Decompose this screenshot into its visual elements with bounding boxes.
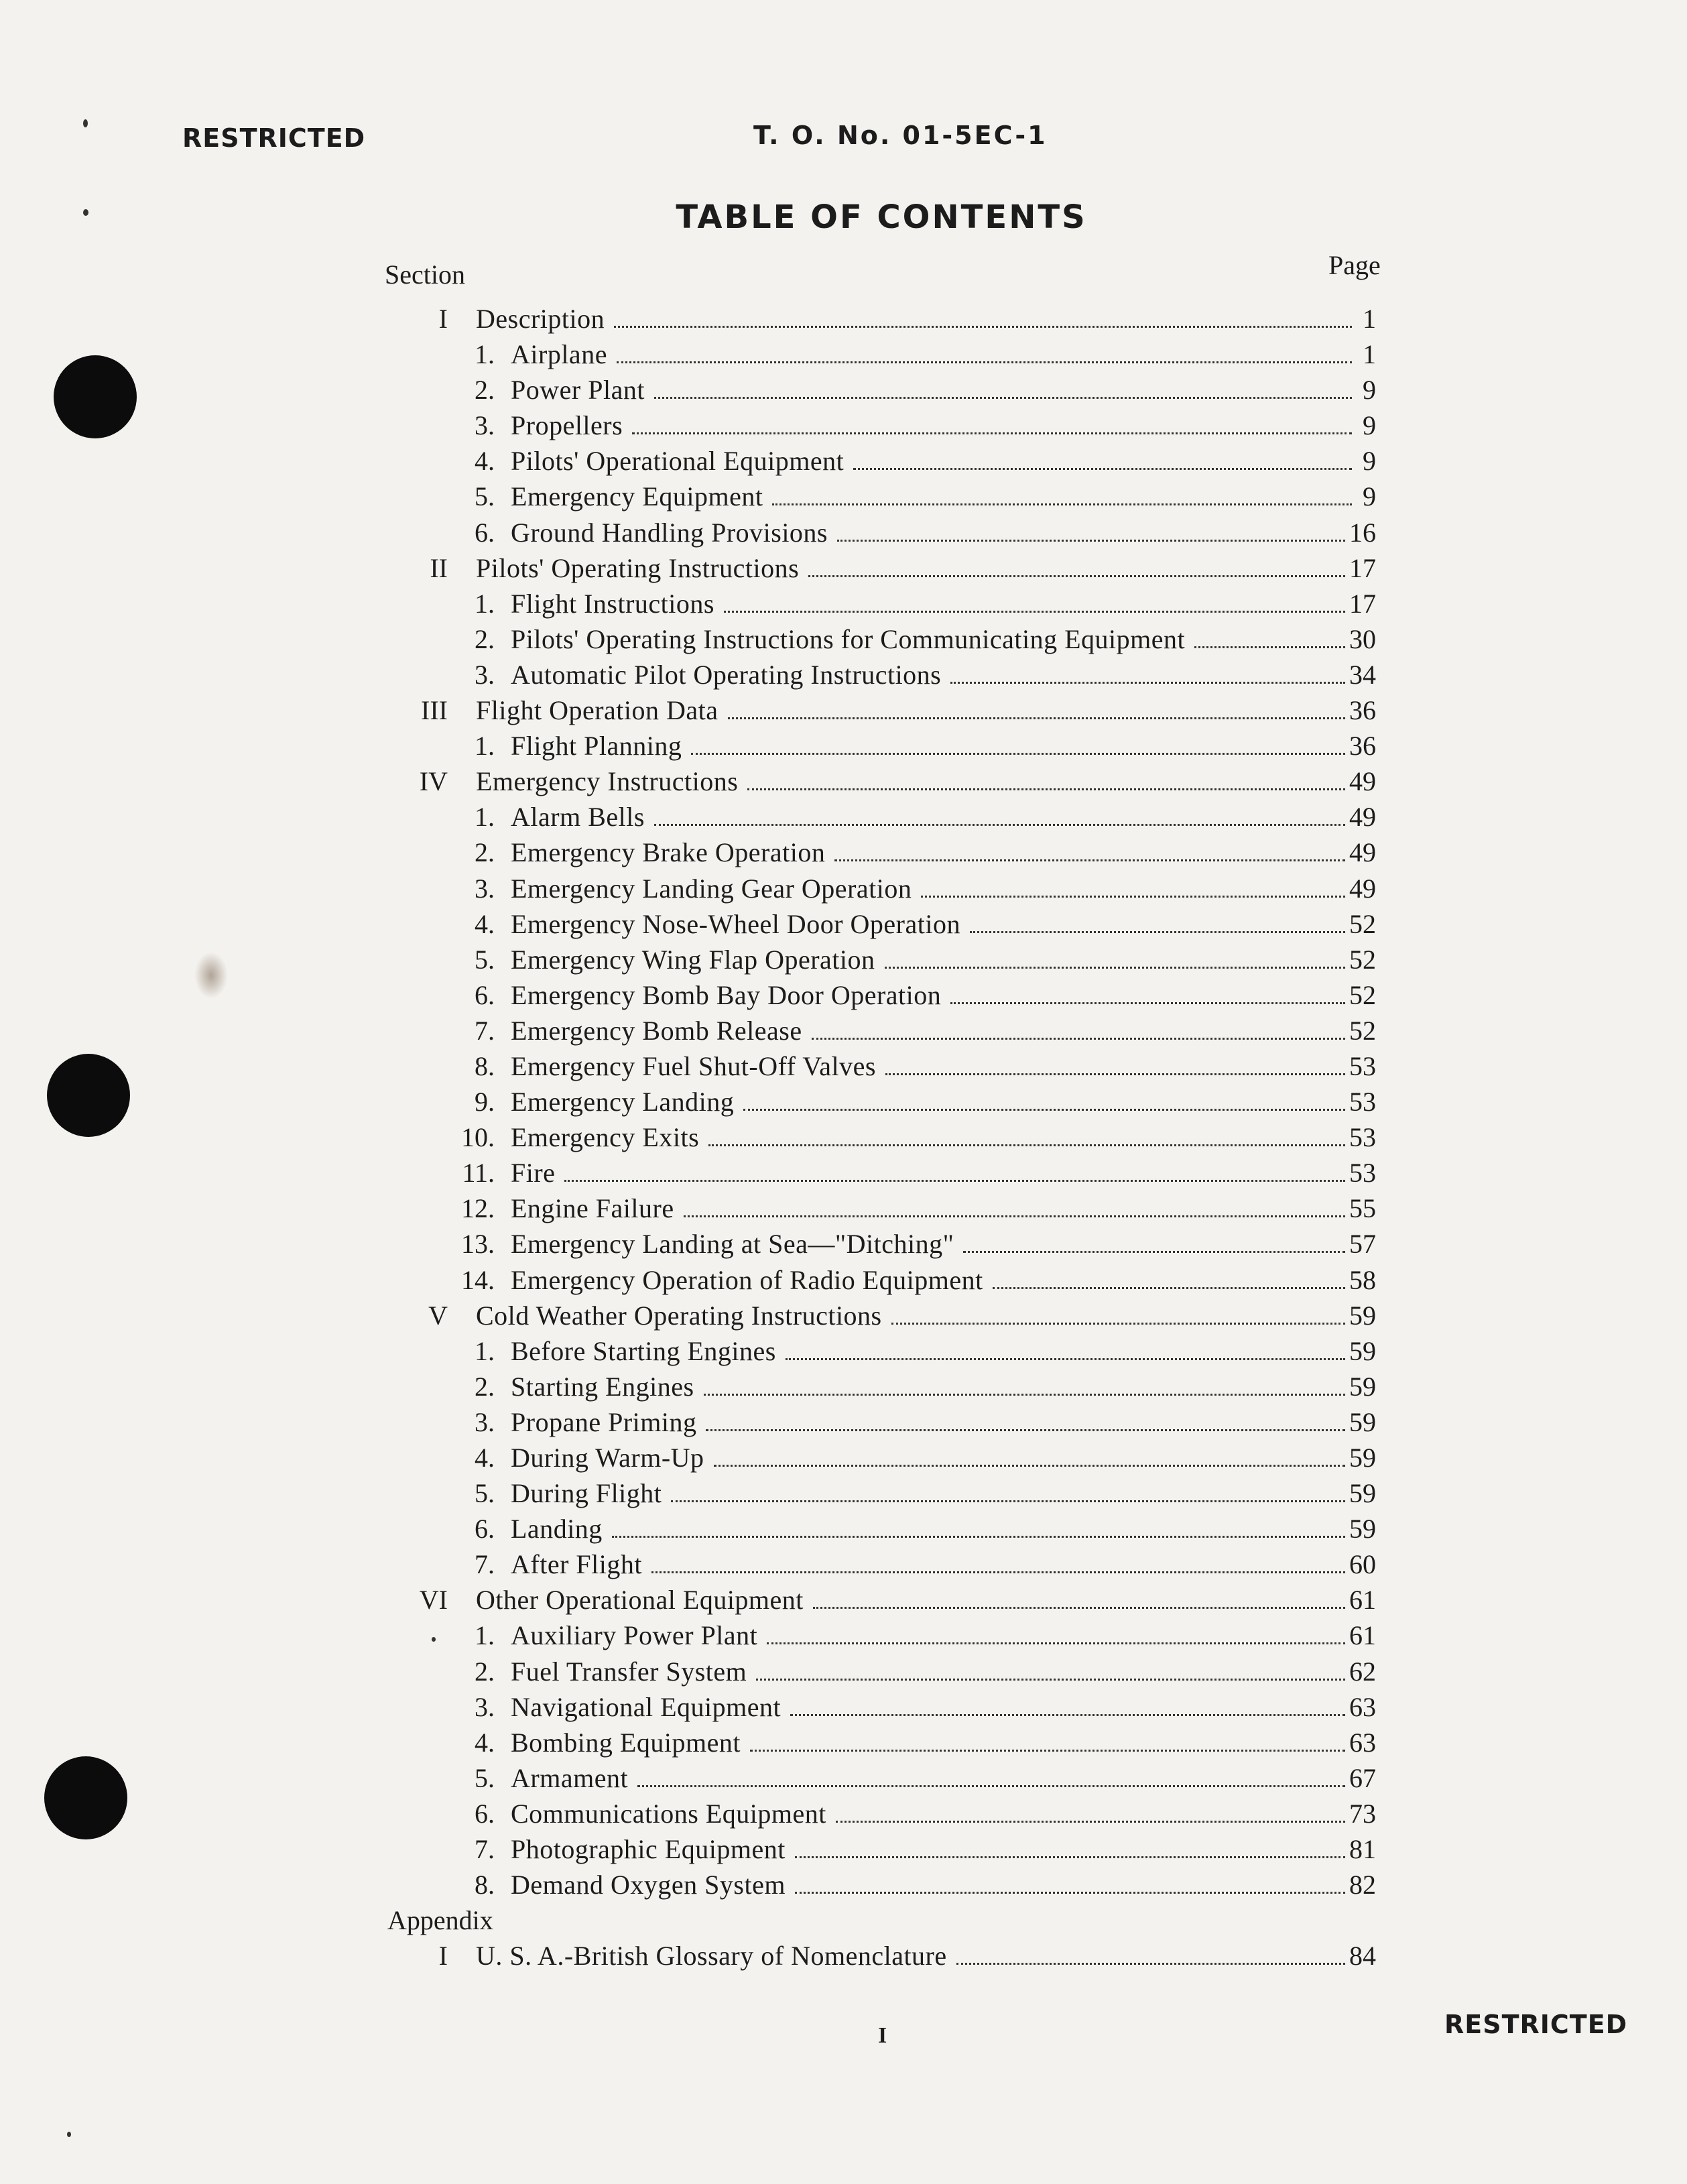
toc-entry-line (476, 1940, 1376, 1971)
item-number: 6. (475, 1514, 495, 1544)
item-number: 7. (475, 1834, 495, 1865)
page-ref: 1 (1363, 304, 1376, 334)
item-number: 2. (475, 375, 495, 406)
toc-item-row (0, 1656, 1687, 1691)
dot-leader (921, 896, 1345, 898)
toc-entry-line (511, 979, 1376, 1011)
page-ref: 58 (1349, 1264, 1376, 1295)
section-numeral: V (428, 1300, 448, 1331)
item-title: Emergency Nose-Wheel Door Operation (511, 908, 960, 939)
toc-section-row (0, 552, 1687, 588)
toc-item-row (0, 1620, 1687, 1655)
item-number: 5. (475, 1762, 495, 1793)
toc-entry-line (511, 1691, 1376, 1723)
toc-entry-line (511, 1656, 1376, 1687)
section-column-label: Section (385, 259, 465, 290)
section-title: Other Operational Equipment (476, 1585, 804, 1616)
toc-entry-line (511, 339, 1376, 370)
dot-leader (950, 1002, 1345, 1004)
page-column-label: Page (1328, 250, 1381, 280)
toc-item-row (0, 1549, 1687, 1584)
page-ref: 59 (1349, 1371, 1376, 1402)
section-numeral: I (438, 304, 448, 334)
toc-item-row (0, 410, 1687, 445)
page-ref: 9 (1363, 410, 1376, 441)
dot-leader (651, 1571, 1345, 1573)
item-number: 8. (475, 1050, 495, 1081)
section-numeral: III (421, 695, 448, 726)
classification-bottom: RESTRICTED (1444, 2010, 1628, 2039)
dot-leader (704, 1394, 1345, 1396)
toc-item-row (0, 1869, 1687, 1904)
item-number: 7. (475, 1015, 495, 1046)
page-ref: 53 (1349, 1050, 1376, 1081)
dot-leader (891, 1323, 1345, 1325)
item-title: Power Plant (511, 375, 645, 406)
toc-item-row (0, 445, 1687, 481)
item-title: Emergency Exits (511, 1122, 700, 1153)
item-title: Landing (511, 1514, 603, 1544)
dot-leader (750, 1750, 1345, 1752)
appendix-row (0, 1904, 1687, 1940)
dot-leader (963, 1251, 1345, 1253)
page-ref: 59 (1349, 1335, 1376, 1366)
page-ref: 81 (1349, 1834, 1376, 1865)
toc-entry-line (511, 730, 1376, 762)
dot-leader (956, 1963, 1345, 1965)
toc-entry-line (511, 1727, 1376, 1758)
page-ref: 9 (1363, 446, 1376, 477)
toc-entry-line (476, 552, 1376, 584)
dot-leader (632, 432, 1352, 434)
page-ref: 55 (1349, 1193, 1376, 1224)
toc-item-row (0, 339, 1687, 374)
item-number: 6. (475, 517, 495, 548)
page-ref: 36 (1349, 695, 1376, 726)
dot-leader (795, 1892, 1345, 1894)
page-ref: 59 (1349, 1300, 1376, 1331)
toc-entry-line (511, 517, 1376, 548)
item-number: 3. (475, 659, 495, 690)
item-title: Pilots' Operating Instructions for Communicating Equipment (511, 623, 1186, 654)
page-ref: 17 (1349, 588, 1376, 619)
toc-entry-line (511, 1798, 1376, 1829)
toc-item-row (0, 1193, 1687, 1228)
item-title: Emergency Bomb Bay Door Operation (511, 979, 942, 1010)
toc-entry-line (511, 1050, 1376, 1082)
dot-leader (756, 1679, 1345, 1681)
item-title: Auxiliary Power Plant (511, 1620, 758, 1651)
page-ref: 49 (1349, 873, 1376, 904)
item-number: 13. (461, 1229, 495, 1260)
toc-entry-line (511, 588, 1376, 619)
dot-leader (743, 1109, 1345, 1111)
toc-entry-line (511, 1833, 1376, 1865)
dot-leader (637, 1785, 1345, 1787)
dot-leader (654, 397, 1352, 399)
toc-entry-line (511, 1121, 1376, 1153)
item-title: Communications Equipment (511, 1798, 826, 1829)
toc-entry-line (476, 766, 1376, 797)
item-title: Emergency Landing Gear Operation (511, 873, 912, 904)
item-title: Airplane (511, 339, 607, 370)
section-numeral: VI (419, 1585, 448, 1616)
dot-leader (564, 1180, 1345, 1182)
item-number: 1. (475, 1335, 495, 1366)
item-title: Bombing Equipment (511, 1727, 741, 1758)
item-number: 1. (475, 802, 495, 833)
dot-leader (714, 1465, 1345, 1467)
toc-entry-line (511, 1762, 1376, 1794)
toc-section-row (0, 694, 1687, 730)
section-title: Flight Operation Data (476, 695, 718, 726)
item-number: 2. (475, 1371, 495, 1402)
page-ref: 52 (1349, 908, 1376, 939)
page-ref: 52 (1349, 944, 1376, 975)
item-number: 7. (475, 1549, 495, 1580)
toc-item-row (0, 1442, 1687, 1477)
page-ref: 73 (1349, 1798, 1376, 1829)
item-title: Emergency Wing Flap Operation (511, 944, 875, 975)
dot-leader (708, 1144, 1345, 1146)
toc-item-row (0, 1371, 1687, 1406)
dot-leader (654, 824, 1345, 826)
toc-item-row (0, 1335, 1687, 1371)
item-number: 4. (475, 1443, 495, 1473)
toc-item-row (0, 1228, 1687, 1264)
toc-entry-line (511, 873, 1376, 904)
dot-leader (706, 1429, 1345, 1431)
item-number: 10. (461, 1122, 495, 1153)
page-ref: 84 (1349, 1941, 1376, 1971)
item-number: 1. (475, 339, 495, 370)
page-ref: 53 (1349, 1087, 1376, 1117)
item-title: Automatic Pilot Operating Instructions (511, 659, 942, 690)
item-title: Fuel Transfer System (511, 1656, 747, 1687)
toc-item-row (0, 1086, 1687, 1121)
item-number: 1. (475, 588, 495, 619)
dot-leader (993, 1287, 1345, 1289)
item-number: 4. (475, 446, 495, 477)
toc-item-row (0, 944, 1687, 979)
item-title: Fire (511, 1158, 556, 1189)
page-ref: 53 (1349, 1122, 1376, 1153)
toc-item-row (0, 1157, 1687, 1193)
page-ref: 49 (1349, 766, 1376, 797)
dot-leader (813, 1607, 1345, 1609)
item-title: Engine Failure (511, 1193, 674, 1224)
item-number: 2. (475, 837, 495, 868)
item-number: 5. (475, 944, 495, 975)
dot-leader (834, 859, 1345, 861)
toc-entry-line (511, 623, 1376, 655)
toc-entry-line (476, 1300, 1376, 1331)
dot-leader (970, 931, 1345, 933)
item-title: During Warm-Up (511, 1443, 704, 1473)
appendix-item-row (0, 1940, 1687, 1976)
toc-item-row (0, 730, 1687, 766)
item-title: Ground Handling Provisions (511, 517, 828, 548)
page-ref: 63 (1349, 1691, 1376, 1722)
dot-leader (1194, 646, 1345, 648)
toc-entry-line (476, 1584, 1376, 1616)
toc-item-row (0, 837, 1687, 872)
table-of-contents (0, 303, 1687, 1976)
page-ref: 49 (1349, 802, 1376, 833)
toc-item-row (0, 1264, 1687, 1300)
page-number: I (878, 2023, 887, 2048)
page-ref: 52 (1349, 979, 1376, 1010)
toc-entry-line (511, 374, 1376, 406)
item-title: Propellers (511, 410, 623, 441)
toc-entry-line (511, 801, 1376, 833)
toc-item-row (0, 1477, 1687, 1513)
dot-leader (836, 1821, 1345, 1823)
item-title: Propane Priming (511, 1406, 697, 1437)
item-number: 6. (475, 979, 495, 1010)
page-ref: 49 (1349, 837, 1376, 868)
page-ref: 62 (1349, 1656, 1376, 1687)
toc-item-row (0, 481, 1687, 516)
section-title: Cold Weather Operating Instructions (476, 1300, 882, 1331)
dot-leader (795, 1856, 1345, 1858)
item-number: 12. (461, 1193, 495, 1224)
item-number: 5. (475, 1478, 495, 1509)
dot-leader (885, 967, 1345, 969)
item-title: After Flight (511, 1549, 642, 1580)
page-ref: 16 (1349, 517, 1376, 548)
item-title: Emergency Landing (511, 1087, 735, 1117)
toc-item-row (0, 801, 1687, 837)
dot-leader (767, 1642, 1345, 1644)
section-title: U. S. A.-British Glossary of Nomenclature (476, 1941, 947, 1971)
dot-leader (724, 611, 1345, 613)
dot-leader (885, 1073, 1345, 1075)
toc-entry-line (511, 1157, 1376, 1189)
classification-top: RESTRICTED (182, 123, 366, 153)
toc-entry-line (511, 1477, 1376, 1509)
toc-item-row (0, 873, 1687, 908)
dot-leader (772, 503, 1352, 505)
section-title: Pilots' Operating Instructions (476, 552, 800, 583)
toc-item-row (0, 623, 1687, 659)
page-ref: 60 (1349, 1549, 1376, 1580)
item-number: 3. (475, 1406, 495, 1437)
toc-entry-line (511, 1193, 1376, 1224)
toc-item-row (0, 659, 1687, 694)
toc-item-row (0, 1015, 1687, 1050)
item-title: Starting Engines (511, 1371, 694, 1402)
item-title: Armament (511, 1762, 629, 1793)
toc-item-row (0, 1762, 1687, 1798)
item-number: 14. (461, 1264, 495, 1295)
toc-item-row (0, 979, 1687, 1015)
item-number: 1. (475, 1620, 495, 1651)
item-title: Emergency Equipment (511, 481, 763, 512)
dot-leader (808, 575, 1345, 577)
toc-entry-line (511, 481, 1376, 512)
toc-entry-line (511, 410, 1376, 441)
toc-item-row (0, 1121, 1687, 1157)
item-number: 3. (475, 410, 495, 441)
dot-leader (728, 717, 1345, 719)
dot-leader (786, 1358, 1345, 1360)
page-ref: 61 (1349, 1620, 1376, 1651)
page-ref: 59 (1349, 1443, 1376, 1473)
section-numeral: I (438, 1941, 448, 1971)
page-ref: 53 (1349, 1158, 1376, 1189)
page-ref: 63 (1349, 1727, 1376, 1758)
page-ref: 30 (1349, 623, 1376, 654)
item-number: 9. (475, 1087, 495, 1117)
toc-entry-line (476, 303, 1376, 335)
page-ref: 61 (1349, 1585, 1376, 1616)
page-ref: 9 (1363, 375, 1376, 406)
page-ref: 36 (1349, 731, 1376, 762)
item-title: Emergency Bomb Release (511, 1015, 802, 1046)
toc-section-row (0, 303, 1687, 339)
toc-entry-line (511, 1620, 1376, 1651)
toc-entry-line (511, 1442, 1376, 1473)
page-ref: 59 (1349, 1478, 1376, 1509)
toc-entry-line (511, 837, 1376, 868)
toc-entry-line (511, 1335, 1376, 1367)
dot-leader (950, 682, 1345, 684)
item-title: Emergency Brake Operation (511, 837, 826, 868)
toc-item-row (0, 1691, 1687, 1727)
item-title: Emergency Fuel Shut-Off Valves (511, 1050, 876, 1081)
item-number: 3. (475, 1691, 495, 1722)
toc-section-row (0, 1300, 1687, 1335)
page-ref: 1 (1363, 339, 1376, 370)
item-number: 1. (475, 731, 495, 762)
dot-leader (612, 1536, 1345, 1538)
toc-section-row (0, 766, 1687, 801)
page-ref: 17 (1349, 552, 1376, 583)
toc-entry-line (511, 908, 1376, 940)
item-number: 8. (475, 1870, 495, 1900)
dot-leader (614, 326, 1352, 328)
page-ref: 67 (1349, 1762, 1376, 1793)
page-ref: 59 (1349, 1406, 1376, 1437)
section-title: Description (476, 304, 605, 334)
toc-item-row (0, 517, 1687, 552)
item-title: Photographic Equipment (511, 1834, 786, 1865)
item-number: 4. (475, 908, 495, 939)
toc-section-row (0, 1584, 1687, 1620)
page-ref: 9 (1363, 481, 1376, 512)
toc-item-row (0, 588, 1687, 623)
page-ref: 82 (1349, 1870, 1376, 1900)
item-number: 6. (475, 1798, 495, 1829)
item-title: Flight Instructions (511, 588, 714, 619)
dot-leader (837, 540, 1345, 542)
item-number: 5. (475, 481, 495, 512)
speck (83, 119, 88, 127)
toc-entry-line (511, 445, 1376, 477)
page-ref: 52 (1349, 1015, 1376, 1046)
document-number: T. O. No. 01-5EC-1 (753, 121, 1048, 150)
item-number: 3. (475, 873, 495, 904)
dot-leader (747, 788, 1345, 790)
page-ref: 34 (1349, 659, 1376, 690)
item-title: Before Starting Engines (511, 1335, 776, 1366)
toc-entry-line (511, 1015, 1376, 1046)
item-title: Emergency Landing at Sea—"Ditching" (511, 1229, 954, 1260)
item-number: 4. (475, 1727, 495, 1758)
dot-leader (691, 753, 1345, 755)
item-title: Alarm Bells (511, 802, 645, 833)
toc-item-row (0, 1050, 1687, 1086)
item-number: 11. (462, 1158, 495, 1189)
toc-entry-line (511, 1869, 1376, 1900)
page-ref: 59 (1349, 1514, 1376, 1544)
dot-leader (617, 361, 1352, 363)
item-title: Flight Planning (511, 731, 682, 762)
toc-entry-line (511, 944, 1376, 975)
dot-leader (853, 468, 1352, 470)
toc-item-row (0, 374, 1687, 410)
toc-item-row (0, 1833, 1687, 1869)
toc-item-row (0, 1798, 1687, 1833)
toc-entry-line (511, 1406, 1376, 1438)
item-title: Demand Oxygen System (511, 1870, 786, 1900)
dot-leader (671, 1500, 1345, 1502)
item-title: Navigational Equipment (511, 1691, 782, 1722)
toc-entry-line (511, 1086, 1376, 1117)
toc-entry-line (511, 1549, 1376, 1580)
toc-entry-line (511, 659, 1376, 690)
toc-entry-line (511, 1264, 1376, 1296)
dot-leader (812, 1038, 1345, 1040)
toc-entry-line (511, 1371, 1376, 1402)
toc-entry-line (511, 1228, 1376, 1260)
toc-item-row (0, 908, 1687, 944)
toc-entry-line (476, 694, 1376, 726)
dot-leader (790, 1714, 1345, 1716)
item-title: Pilots' Operational Equipment (511, 446, 845, 477)
toc-item-row (0, 1513, 1687, 1549)
item-number: 2. (475, 1656, 495, 1687)
speck (67, 2132, 71, 2137)
toc-item-row (0, 1406, 1687, 1442)
toc-entry-line (511, 1513, 1376, 1544)
dot-leader (684, 1215, 1345, 1217)
appendix-label: Appendix (387, 1905, 493, 1936)
toc-item-row (0, 1727, 1687, 1762)
page-ref: 57 (1349, 1229, 1376, 1260)
item-number: 2. (475, 623, 495, 654)
section-numeral: II (430, 552, 448, 583)
item-title: Emergency Operation of Radio Equipment (511, 1264, 983, 1295)
page-title: TABLE OF CONTENTS (676, 198, 1087, 236)
section-numeral: IV (419, 766, 448, 797)
section-title: Emergency Instructions (476, 766, 739, 797)
item-title: During Flight (511, 1478, 662, 1509)
